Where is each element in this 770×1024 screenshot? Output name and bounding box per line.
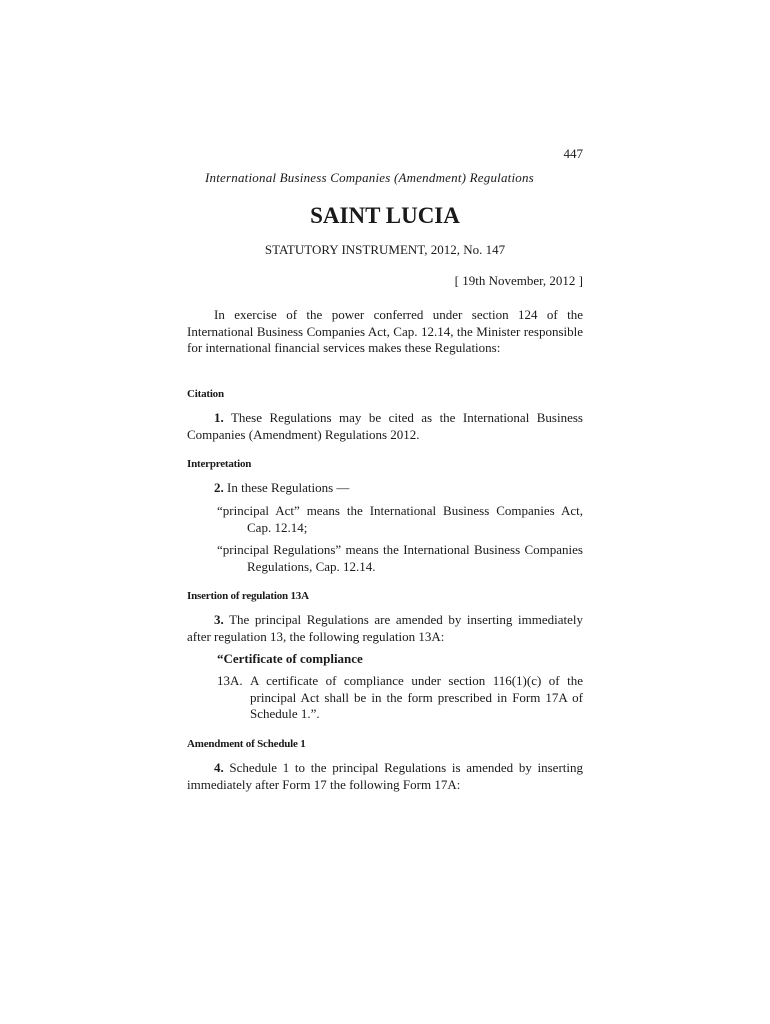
running-title: International Business Companies (Amendment) Regulations: [205, 170, 534, 185]
preamble: In exercise of the power conferred under section 124 of the International Business Companies Act, Cap. 12.14, the Minister responsible for international financial services makes these Regulations:: [187, 307, 583, 355]
country-title: SAINT LUCIA: [310, 203, 460, 228]
instrument-date: [ 19th November, 2012 ]: [454, 273, 583, 288]
section-heading-interpretation: Interpretation: [187, 458, 252, 470]
section-number: 2.: [214, 480, 224, 495]
definition-principal-act: “principal Act” means the International Business Companies Act, Cap. 12.14;: [217, 503, 583, 535]
section-4-paragraph: [187, 760, 583, 793]
inserted-regulation-heading: “Certificate of compliance: [217, 651, 363, 666]
section-heading-amendment: Amendment of Schedule 1: [187, 738, 306, 750]
section-text: Schedule 1 to the principal Regulations is amended by inserting immediately after Form 17 the following Form 17A:: [187, 760, 583, 792]
definition-principal-regulations: “principal Regulations” means the International Business Companies Regulations, Cap. 12.14.: [217, 542, 583, 574]
page-number: 447: [563, 146, 583, 161]
section-heading-citation: Citation: [187, 388, 224, 400]
section-number: 1.: [214, 410, 224, 425]
section-2-paragraph: [187, 480, 583, 497]
regulation-text: A certificate of compliance under section 116(1)(c) of the principal Act shall be in the form prescribed in Form 17A of Schedule 1.”.: [250, 673, 583, 721]
section-heading-insertion: Insertion of regulation 13A: [187, 590, 309, 602]
section-text: In these Regulations —: [223, 480, 350, 495]
section-number: 4.: [214, 760, 224, 775]
section-1-paragraph: [187, 410, 583, 443]
inserted-regulation-13a: [217, 673, 583, 723]
section-3-paragraph: [187, 612, 583, 645]
section-number: 3.: [214, 612, 224, 627]
section-text: These Regulations may be cited as the International Business Companies (Amendment) Regulations 2012.: [187, 410, 583, 442]
section-text: The principal Regulations are amended by inserting immediately after regulation 13, the following regulation 13A:: [187, 612, 583, 644]
regulation-number: 13A.: [217, 673, 243, 688]
instrument-number: STATUTORY INSTRUMENT, 2012, No. 147: [264, 242, 506, 257]
